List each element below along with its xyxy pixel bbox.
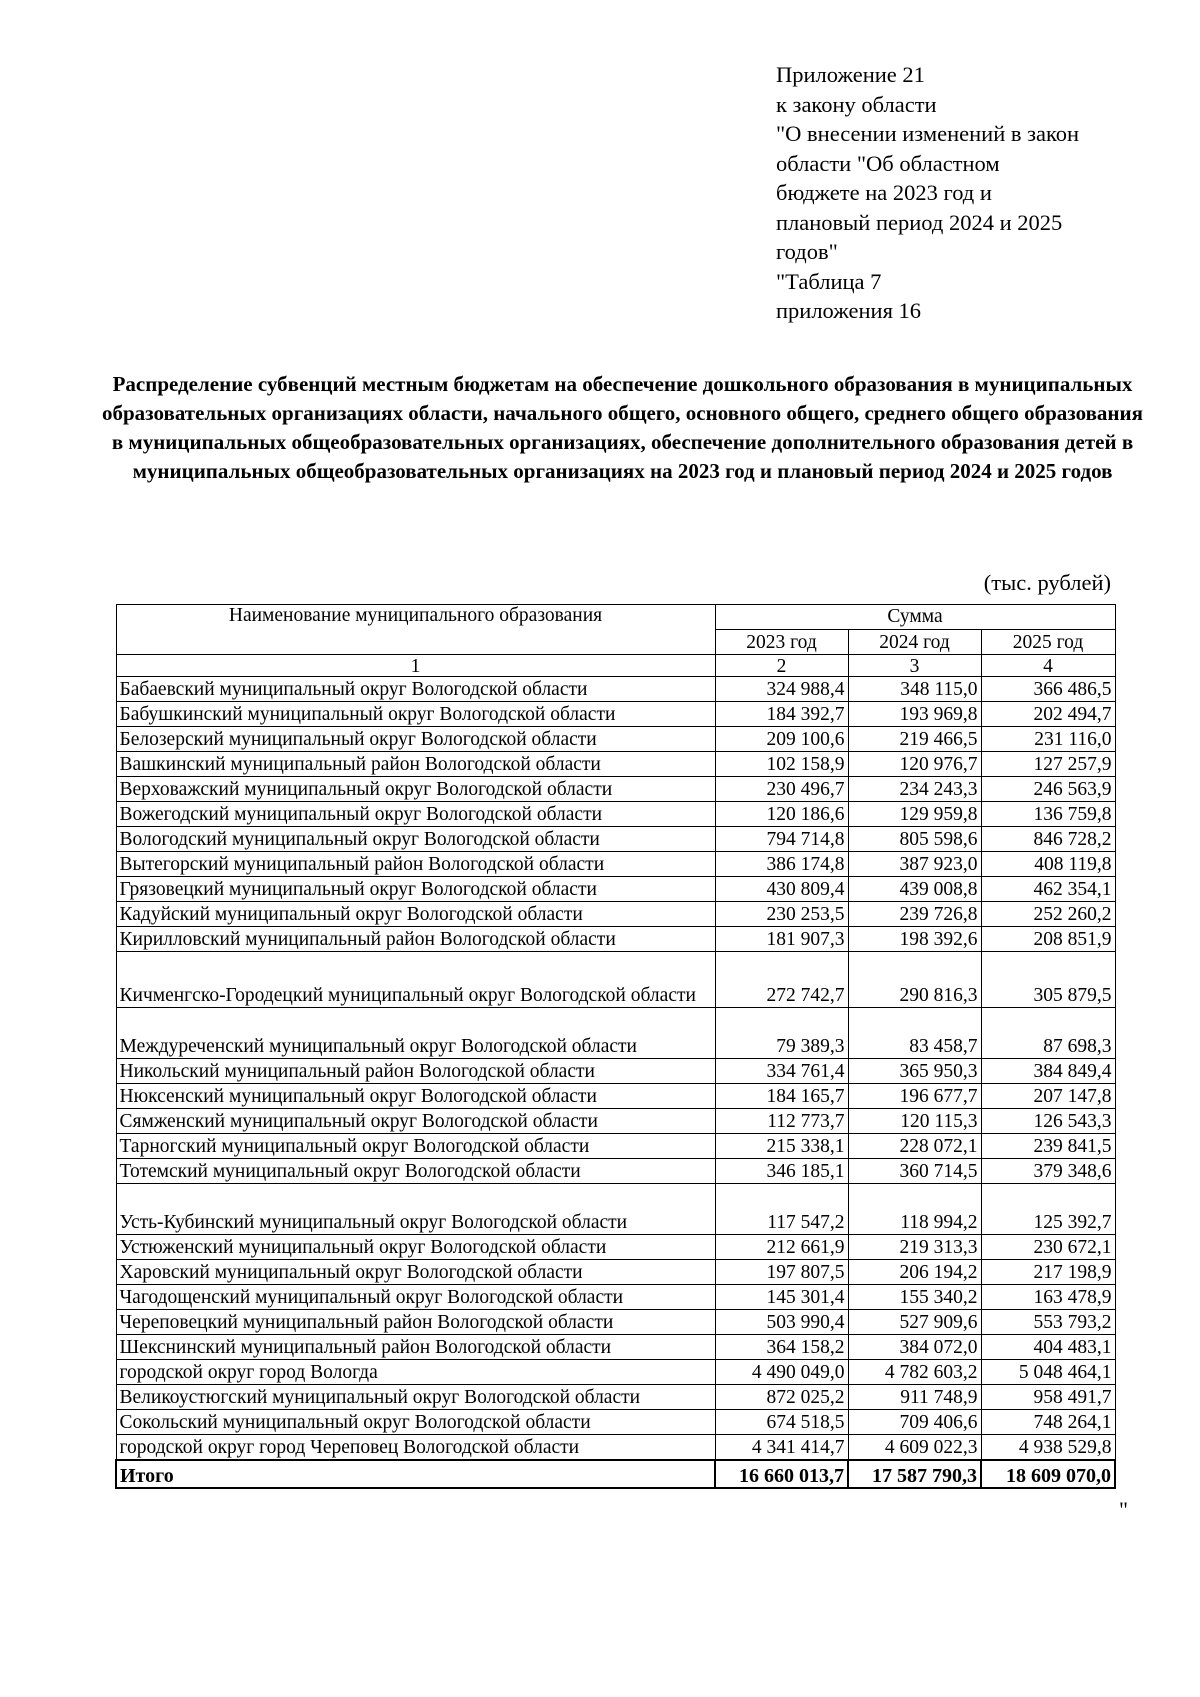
table-row [116,752,1115,777]
document-title: Распределение субвенций местным бюджетам на обеспечение дошкольного образования в муниципальных образовательных организациях области, начального общего, основного общего, среднего общего образования в муниципальных общеобразовательных организациях, обеспечение дополнительного образования детей в муниципальных общеобразовательных организациях на 2023 год и плановый период 2024 и 2025 годов [102,372,1143,483]
header-year: 2025 год [981,630,1115,655]
amount-2024: 439 008,8 [848,877,981,902]
amount-2025: 246 563,9 [981,777,1115,802]
amount-2024: 384 072,0 [848,1335,981,1360]
amount-2024: 219 466,5 [848,727,981,752]
amount-2024: 83 458,7 [848,1008,981,1059]
amount-2025: 958 491,7 [981,1385,1115,1410]
amount-2025: 408 119,8 [981,852,1115,877]
municipality-name: Кичменгско-Городецкий муниципальный округ Вологодской области [116,952,715,1008]
municipality-name: Вологодский муниципальный округ Вологодской области [116,827,715,852]
table-row [116,1184,1115,1235]
amount-2025: 208 851,9 [981,927,1115,952]
municipality-name: Нюксенский муниципальный округ Вологодской области [116,1084,715,1109]
table-row [116,777,1115,802]
table-row [116,1260,1115,1285]
table-row [116,1435,1115,1461]
appendix-line: Приложение 21 [776,62,925,87]
column-number: 2 [715,655,848,677]
table-row [116,1134,1115,1159]
amount-2024: 234 243,3 [848,777,981,802]
amount-2025: 230 672,1 [981,1235,1115,1260]
municipality-name: Кадуйский муниципальный округ Вологодской области [116,902,715,927]
amount-2023: 794 714,8 [715,827,848,852]
amount-2025: 126 543,3 [981,1109,1115,1134]
amount-2023: 120 186,6 [715,802,848,827]
amount-2025: 379 348,6 [981,1159,1115,1184]
amount-2024: 198 392,6 [848,927,981,952]
table-row [116,902,1115,927]
table-row [116,1159,1115,1184]
amount-2025: 366 486,5 [981,677,1115,702]
amount-2023: 872 025,2 [715,1385,848,1410]
appendix-reference [776,60,1136,326]
amount-2024: 360 714,5 [848,1159,981,1184]
amount-2023: 215 338,1 [715,1134,848,1159]
amount-2025: 231 116,0 [981,727,1115,752]
amount-2025: 5 048 464,1 [981,1360,1115,1385]
municipality-name: Вытегорский муниципальный район Вологодской области [116,852,715,877]
subvention-table [115,604,1116,1489]
amount-2023: 184 392,7 [715,702,848,727]
table-row [116,802,1115,827]
amount-2023: 430 809,4 [715,877,848,902]
municipality-name: Междуреченский муниципальный округ Вологодской области [116,1008,715,1059]
amount-2025: 404 483,1 [981,1335,1115,1360]
amount-2025: 252 260,2 [981,902,1115,927]
amount-2023: 197 807,5 [715,1260,848,1285]
amount-2025: 136 759,8 [981,802,1115,827]
amount-2024: 120 115,3 [848,1109,981,1134]
amount-2023: 209 100,6 [715,727,848,752]
total-label: Итого [116,1460,715,1488]
amount-2024: 155 340,2 [848,1285,981,1310]
municipality-name: Вашкинский муниципальный район Вологодской области [116,752,715,777]
amount-2023: 212 661,9 [715,1235,848,1260]
amount-2023: 4 490 049,0 [715,1360,848,1385]
appendix-line: годов" [776,239,838,264]
amount-2025: 553 793,2 [981,1310,1115,1335]
total-2025: 18 609 070,0 [981,1460,1115,1488]
amount-2025: 217 198,9 [981,1260,1115,1285]
table-row [116,827,1115,852]
appendix-line: к закону области [776,91,937,117]
amount-2023: 324 988,4 [715,677,848,702]
municipality-name: Никольский муниципальный район Вологодской области [116,1059,715,1084]
table-row [116,702,1115,727]
amount-2024: 4 609 022,3 [848,1435,981,1461]
municipality-name: Белозерский муниципальный округ Вологодской области [116,727,715,752]
amount-2024: 387 923,0 [848,852,981,877]
table-row [116,852,1115,877]
amount-2025: 748 264,1 [981,1410,1115,1435]
amount-2024: 348 115,0 [848,677,981,702]
amount-2023: 230 253,5 [715,902,848,927]
municipality-name: Устюженский муниципальный округ Вологодской области [116,1235,715,1260]
municipality-name: Сямженский муниципальный округ Вологодской области [116,1109,715,1134]
table-row [116,1360,1115,1385]
column-number: 4 [981,655,1115,677]
amount-2025: 163 478,9 [981,1285,1115,1310]
amount-2025: 846 728,2 [981,827,1115,852]
table-row [116,1109,1115,1134]
amount-2023: 503 990,4 [715,1310,848,1335]
amount-2024: 911 748,9 [848,1385,981,1410]
table-row [116,1084,1115,1109]
municipality-name: Усть-Кубинский муниципальный округ Вологодской области [116,1184,715,1235]
header-name: Наименование муниципального образования [116,605,715,655]
table-row [116,1059,1115,1084]
municipality-name: Тотемский муниципальный округ Вологодской области [116,1159,715,1184]
amount-2024: 365 950,3 [848,1059,981,1084]
municipality-name: Кирилловский муниципальный район Вологодской области [116,927,715,952]
table-row [116,1335,1115,1360]
appendix-line: бюджете на 2023 год и [776,180,992,205]
amount-2023: 386 174,8 [715,852,848,877]
amount-2023: 230 496,7 [715,777,848,802]
header-sum: Сумма [715,605,1115,630]
table-row [116,727,1115,752]
appendix-line: "Таблица 7 [776,268,882,294]
total-2023: 16 660 013,7 [715,1460,848,1488]
municipality-name: Череповецкий муниципальный район Вологодской области [116,1310,715,1335]
amount-2024: 709 406,6 [848,1410,981,1435]
amount-2023: 145 301,4 [715,1285,848,1310]
table-row [116,877,1115,902]
amount-2024: 206 194,2 [848,1260,981,1285]
table-row [116,1235,1115,1260]
amount-2025: 207 147,8 [981,1084,1115,1109]
table-row [116,1385,1115,1410]
amount-2024: 239 726,8 [848,902,981,927]
appendix-line: области "Об областном [776,150,1000,176]
appendix-line: "О внесении изменений в закон [776,121,1080,146]
municipality-name: Тарногский муниципальный округ Вологодской области [116,1134,715,1159]
amount-2024: 290 816,3 [848,952,981,1008]
total-row [116,1460,1115,1488]
header-year: 2024 год [848,630,981,655]
amount-2024: 129 959,8 [848,802,981,827]
amount-2025: 125 392,7 [981,1184,1115,1235]
amount-2023: 4 341 414,7 [715,1435,848,1461]
amount-2023: 181 907,3 [715,927,848,952]
amount-2025: 202 494,7 [981,702,1115,727]
header-year: 2023 год [715,630,848,655]
column-numbers-row [116,655,1115,677]
amount-2023: 102 158,9 [715,752,848,777]
municipality-name: Бабаевский муниципальный округ Вологодской области [116,677,715,702]
amount-2024: 527 909,6 [848,1310,981,1335]
amount-2024: 4 782 603,2 [848,1360,981,1385]
appendix-line: плановый период 2024 и 2025 [776,209,1063,235]
amount-2023: 334 761,4 [715,1059,848,1084]
amount-2025: 305 879,5 [981,952,1115,1008]
municipality-name: Харовский муниципальный округ Вологодской области [116,1260,715,1285]
municipality-name: Сокольский муниципальный округ Вологодской области [116,1410,715,1435]
column-number: 1 [116,655,715,677]
table-row [116,1008,1115,1059]
amount-2023: 79 389,3 [715,1008,848,1059]
total-2024: 17 587 790,3 [848,1460,981,1488]
amount-2024: 228 072,1 [848,1134,981,1159]
amount-2023: 184 165,7 [715,1084,848,1109]
units-note: (тыс. рублей) [983,570,1111,595]
amount-2025: 239 841,5 [981,1134,1115,1159]
header-row [116,605,1115,630]
amount-2023: 364 158,2 [715,1335,848,1360]
amount-2025: 4 938 529,8 [981,1435,1115,1461]
table-row [116,677,1115,702]
municipality-name: Грязовецкий муниципальный округ Вологодской области [116,877,715,902]
amount-2023: 674 518,5 [715,1410,848,1435]
closing-quote: " [1119,1497,1128,1522]
amount-2023: 117 547,2 [715,1184,848,1235]
municipality-name: Шекснинский муниципальный район Вологодской области [116,1335,715,1360]
municipality-name: Верховажский муниципальный округ Вологодской области [116,777,715,802]
municipality-name: Великоустюгский муниципальный округ Вологодской области [116,1385,715,1410]
municipality-name: Бабушкинский муниципальный округ Вологодской области [116,702,715,727]
amount-2025: 87 698,3 [981,1008,1115,1059]
amount-2024: 805 598,6 [848,827,981,852]
amount-2025: 384 849,4 [981,1059,1115,1084]
amount-2024: 219 313,3 [848,1235,981,1260]
municipality-name: городской округ город Череповец Вологодской области [116,1435,715,1461]
amount-2023: 346 185,1 [715,1159,848,1184]
table-row [116,1310,1115,1335]
municipality-name: Вожегодский муниципальный округ Вологодской области [116,802,715,827]
municipality-name: Чагодощенский муниципальный округ Вологодской области [116,1285,715,1310]
table-row [116,1285,1115,1310]
table-row [116,1410,1115,1435]
column-number: 3 [848,655,981,677]
amount-2024: 193 969,8 [848,702,981,727]
amount-2025: 127 257,9 [981,752,1115,777]
amount-2024: 196 677,7 [848,1084,981,1109]
amount-2023: 272 742,7 [715,952,848,1008]
appendix-line: приложения 16 [776,298,922,323]
table-row [116,927,1115,952]
municipality-name: городской округ город Вологда [116,1360,715,1385]
amount-2024: 120 976,7 [848,752,981,777]
amount-2024: 118 994,2 [848,1184,981,1235]
table-row [116,952,1115,1008]
amount-2023: 112 773,7 [715,1109,848,1134]
amount-2025: 462 354,1 [981,877,1115,902]
